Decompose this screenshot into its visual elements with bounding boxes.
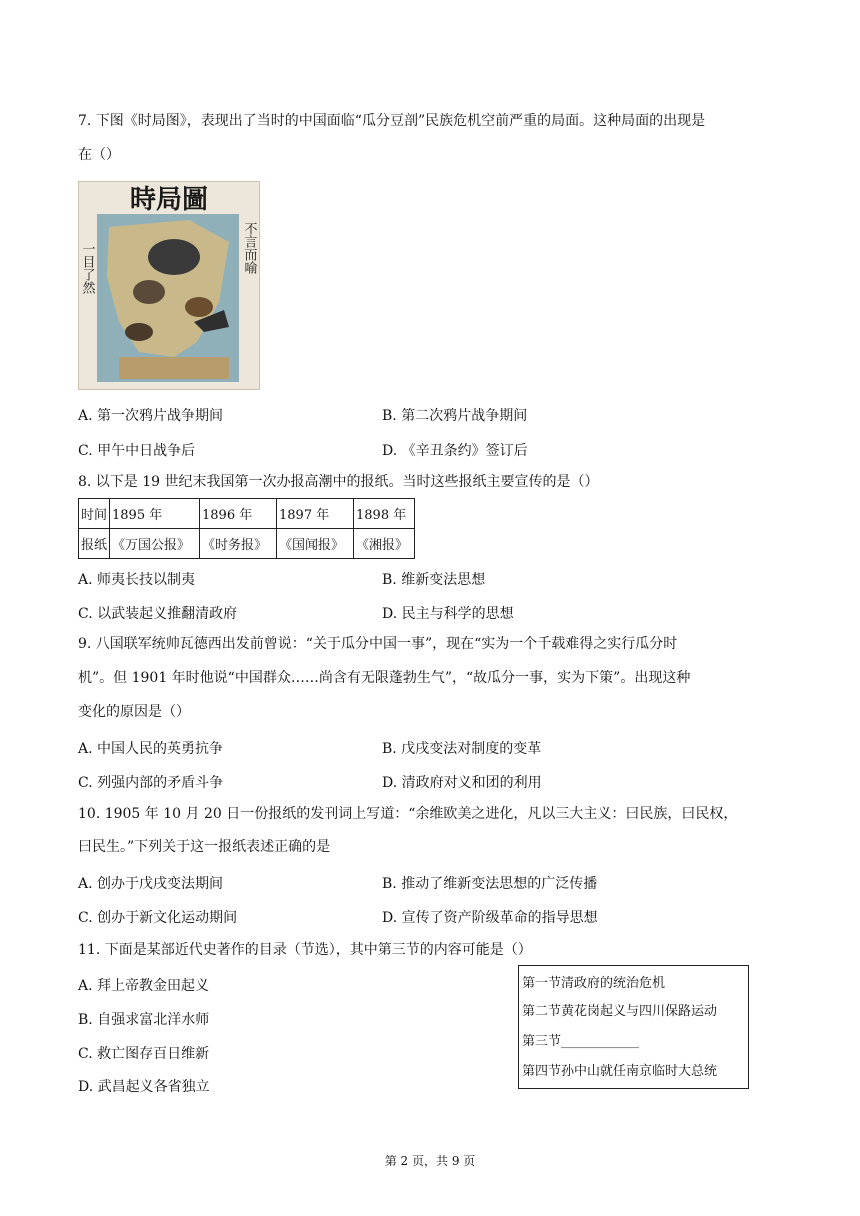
q9-stem-line1: 9. 八国联军统帅瓦德西出发前曾说：“关于瓜分中国一事”，现在“实为一个千载难得之实行瓜分时 — [78, 636, 678, 652]
q8-option-c: C. 以武装起义推翻清政府 — [78, 606, 238, 622]
table-row — [79, 499, 415, 529]
table-cell: 《时务报》 — [200, 529, 277, 559]
q10-stem-line1: 10. 1905 年 10 月 20 日一份报纸的发刊词上写道：“余维欧美之进化，凡以三大主义：曰民族，曰民权， — [78, 806, 738, 822]
toc-item: 第三节____________ — [522, 1034, 640, 1049]
q9-stem-line3: 变化的原因是（） — [78, 704, 190, 720]
table-cell: 1895 年 — [110, 499, 200, 529]
q8-option-a: A. 师夷长技以制夷 — [78, 572, 196, 588]
q8-option-d: D. 民主与科学的思想 — [382, 606, 514, 622]
q11-option-c: C. 救亡图存百日维新 — [78, 1046, 210, 1062]
q7-option-d: D. 《辛丑条约》签订后 — [382, 443, 528, 459]
toc-item: 第二节黄花岗起义与四川保路运动 — [522, 1004, 718, 1019]
q10-option-d: D. 宣传了资产阶级革命的指导思想 — [382, 910, 598, 926]
table-row — [79, 529, 415, 559]
newspaper-table — [78, 498, 415, 559]
q11-option-b: B. 自强求富北洋水师 — [78, 1012, 210, 1028]
q11-stem: 11. 下面是某部近代史著作的目录（节选），其中第三节的内容可能是（） — [78, 942, 532, 958]
table-cell: 《国闻报》 — [277, 529, 354, 559]
table-of-contents-box — [518, 965, 749, 1089]
table-cell: 《湘报》 — [354, 529, 415, 559]
q9-option-a: A. 中国人民的英勇抗争 — [78, 741, 224, 757]
q9-option-b: B. 戊戌变法对制度的变革 — [382, 741, 542, 757]
image-left-text: 一目了然 — [79, 242, 95, 294]
page-footer: 第 2 页，共 9 页 — [384, 1154, 476, 1168]
toc-item: 第一节清政府的统治危机 — [522, 976, 666, 991]
table-cell: 报纸 — [79, 529, 110, 559]
table-cell: 1896 年 — [200, 499, 277, 529]
image-title: 時局圖 — [129, 185, 209, 215]
shiju-tu-image — [78, 181, 260, 390]
q9-option-c: C. 列强内部的矛盾斗争 — [78, 775, 224, 791]
q7-stem-line1: 7. 下图《时局图》，表现出了当时的中国面临“瓜分豆剖”民族危机空前严重的局面。这种局面的出现是 — [78, 113, 706, 129]
q10-option-b: B. 推动了维新变法思想的广泛传播 — [382, 876, 598, 892]
q11-option-d: D. 武昌起义各省独立 — [78, 1079, 210, 1095]
table-cell: 时间 — [79, 499, 110, 529]
table-cell: 1897 年 — [277, 499, 354, 529]
q7-option-a: A. 第一次鸦片战争期间 — [78, 408, 224, 424]
table-cell: 1898 年 — [354, 499, 415, 529]
q10-stem-line2: 曰民生。”下列关于这一报纸表述正确的是 — [78, 839, 331, 855]
q8-stem: 8. 以下是 19 世纪末我国第一次办报高潮中的报纸。当时这些报纸主要宣传的是（） — [78, 474, 599, 490]
image-right-text: 不言而喻 — [241, 222, 257, 274]
q9-option-d: D. 清政府对义和团的利用 — [382, 775, 542, 791]
q10-option-c: C. 创办于新文化运动期间 — [78, 910, 238, 926]
toc-item: 第四节孙中山就任南京临时大总统 — [522, 1064, 718, 1079]
q10-option-a: A. 创办于戊戌变法期间 — [78, 876, 224, 892]
q11-option-a: A. 拜上帝教金田起义 — [78, 978, 210, 994]
table-cell: 《万国公报》 — [110, 529, 200, 559]
q7-option-b: B. 第二次鸦片战争期间 — [382, 408, 528, 424]
q8-option-b: B. 维新变法思想 — [382, 572, 486, 588]
q9-stem-line2: 机”。但 1901 年时他说“中国群众……尚含有无限蓬勃生气”，“故瓜分一事，实为下策”。出现这种 — [78, 670, 691, 686]
q7-option-c: C. 甲午中日战争后 — [78, 443, 196, 459]
q7-stem-line2: 在（） — [78, 147, 120, 163]
